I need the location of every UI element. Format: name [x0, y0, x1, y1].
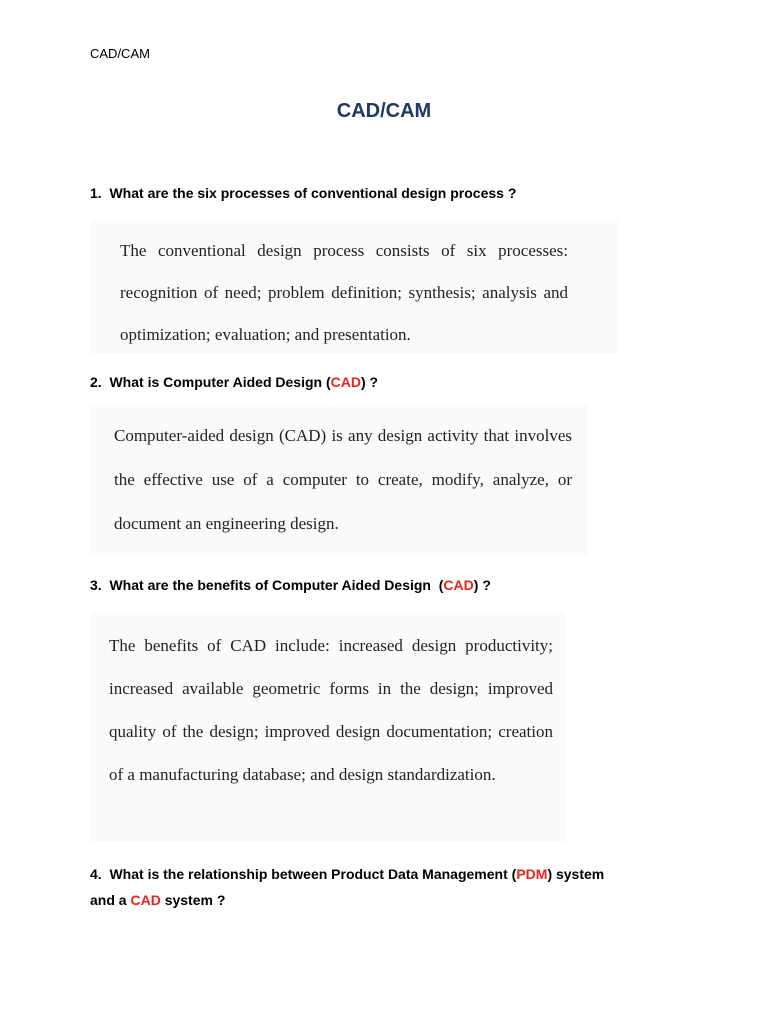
- highlighted-term: PDM: [516, 866, 548, 882]
- question-text: What are the six processes of conventional design process ?: [109, 185, 517, 201]
- answer-box-3: [90, 612, 566, 842]
- question-1: [90, 180, 516, 206]
- highlighted-term: CAD: [330, 374, 361, 390]
- highlighted-term: CAD: [130, 892, 161, 908]
- question-text: What are the benefits of Computer Aided Design (: [109, 577, 444, 593]
- question-number: 3.: [90, 577, 102, 593]
- question-text-end: system ?: [160, 892, 226, 908]
- question-number: 1.: [90, 185, 102, 201]
- document-title: CAD/CAM: [336, 100, 432, 122]
- question-line-2: [90, 887, 604, 913]
- question-2: [90, 369, 378, 395]
- question-text: What is Computer Aided Design (: [109, 374, 331, 390]
- question-text: and a: [90, 892, 131, 908]
- question-3: [90, 572, 491, 598]
- question-text-end: ) ?: [473, 577, 491, 593]
- answer-box-1: [90, 220, 618, 354]
- question-text-end: ) ?: [360, 374, 379, 390]
- question-4: [90, 861, 604, 913]
- question-number: 2.: [90, 374, 102, 390]
- question-line-1: [90, 861, 604, 887]
- answer-text: The conventional design process consists of six processes: recognition of need; problem definition; synthesis; analysis and optimization; evaluation; and presentation.: [120, 241, 568, 344]
- answer-box-2: [90, 405, 588, 555]
- question-text-end: ) system: [547, 866, 605, 882]
- answer-text: Computer-aided design (CAD) is any design activity that involves the effective use of a computer to create, modify, analyze, or document an engineering design.: [114, 426, 572, 533]
- question-number: 4.: [90, 866, 102, 882]
- answer-text: The benefits of CAD include: increased design productivity; increased available geometric forms in the design; improved quality of the design; improved design documentation; creation of a manufacturing database; and design standardization.: [109, 636, 553, 784]
- highlighted-term: CAD: [443, 577, 474, 593]
- running-header: CAD/CAM: [90, 46, 150, 61]
- question-text: What is the relationship between Product Data Management (: [109, 866, 517, 882]
